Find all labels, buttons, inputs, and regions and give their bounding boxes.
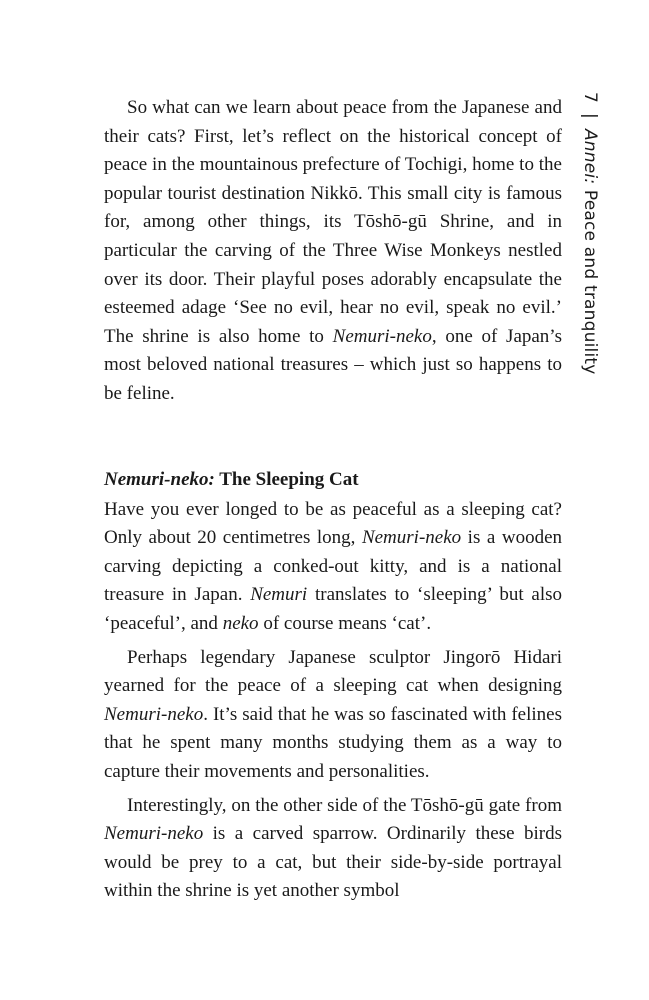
- text-run: Perhaps legendary Japanese sculptor Jingorō Hidari yearned for the peace of a sleeping cat when designing: [104, 646, 562, 697]
- section-heading-text: The Sleeping Cat: [214, 469, 359, 490]
- italic-term: Nemuri-neko: [104, 823, 204, 845]
- intro-paragraph: [104, 94, 562, 409]
- section-heading: [104, 466, 562, 495]
- italic-term: Nemuri-neko: [104, 703, 204, 725]
- intro-text: So what can we learn about peace from the Japanese and their cats? First, let’s reflect on the historical concept of peace in the mountainous prefecture of Tochigi, home to the popular tourist destination Nikkō. This small city is famous for, among other things, its Tōshō-gū Shrine, and in particular the carving of the Three Wise Monkeys nestled over its door. Their playful poses adorably encapsulate the esteemed adage ‘See no evil, hear no evil, speak no evil.’ The shrine is also home to: [104, 97, 562, 347]
- text-run: translates to ‘sleeping’ but also ‘peaceful’, and: [104, 584, 562, 634]
- italic-term: neko: [222, 612, 259, 634]
- intro-section: [104, 94, 562, 409]
- running-header: [580, 92, 600, 375]
- sleeping-cat-section: [104, 466, 562, 906]
- text-run: Have you ever longed to be as peaceful as a sleeping cat? Only about 20 centimetres long,: [104, 498, 562, 549]
- chapter-title-italic: Annei:: [580, 128, 600, 185]
- text-run: is a wooden carving depicting a conked-out kitty, and is a national treasure in Japan.: [104, 527, 562, 606]
- header-separator: |: [580, 113, 600, 119]
- section-paragraph-3: [104, 792, 562, 906]
- intro-italic-term: Nemuri-neko: [332, 325, 432, 347]
- text-run: of course means ‘cat’.: [258, 612, 432, 634]
- text-run: . It’s said that he was so fascinated with felines that he spent many months studying them as a way to capture their movements and personalities.: [104, 703, 562, 782]
- text-run: Interestingly, on the other side of the Tōshō-gū gate from: [127, 794, 562, 816]
- intro-text-end: , one of Japan’s most beloved national treasures – which just so happens to be feline.: [104, 325, 562, 404]
- chapter-title: Peace and tranquility: [580, 184, 600, 375]
- section-paragraph-2: [104, 644, 562, 787]
- italic-term: Nemuri-neko: [361, 527, 462, 549]
- text-run: is a carved sparrow. Ordinarily these birds would be prey to a cat, but their side-by-side portrayal within the shrine is yet another symbol: [104, 823, 562, 902]
- section-heading-italic: Nemuri-neko:: [104, 469, 215, 490]
- italic-term: Nemuri: [250, 584, 308, 606]
- page-number: 7: [580, 92, 600, 104]
- section-paragraph-1: [104, 496, 562, 639]
